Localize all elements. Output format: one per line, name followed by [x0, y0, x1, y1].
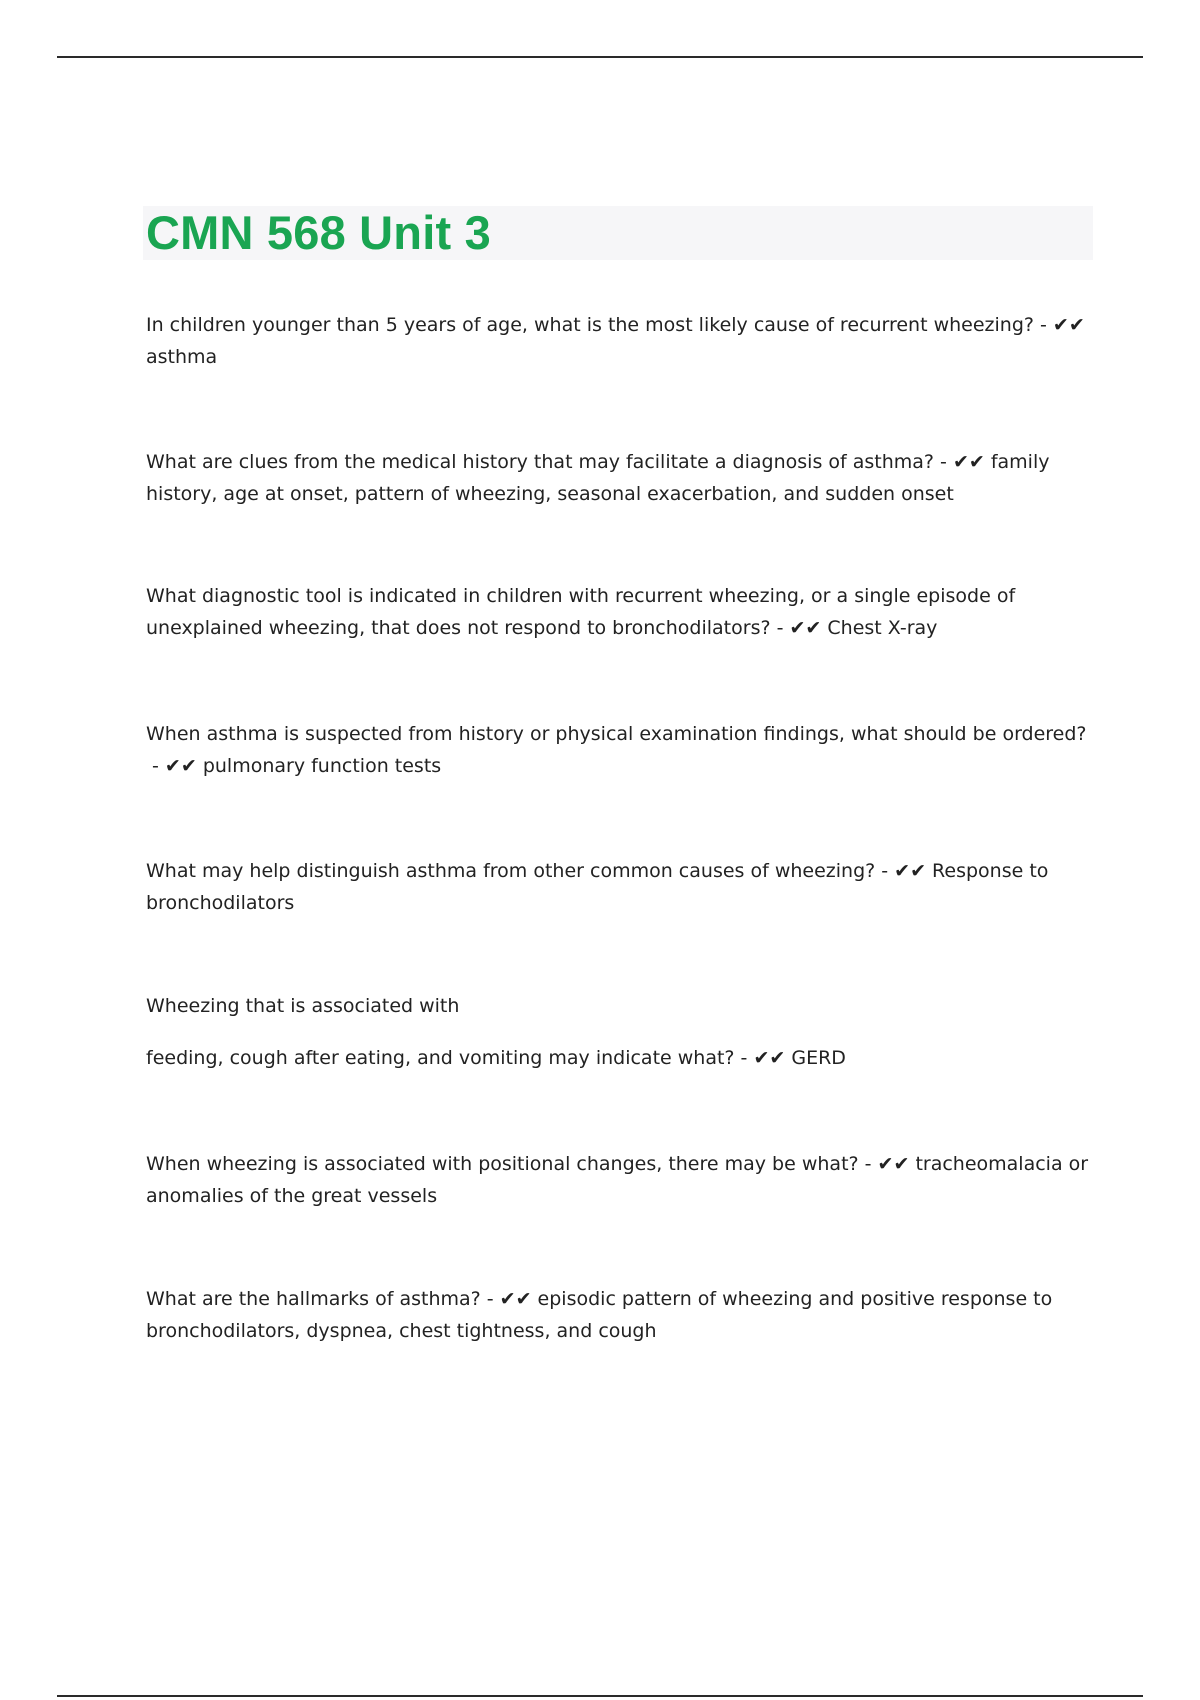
- qa-item-3: [146, 580, 1096, 644]
- answer-text: asthma: [146, 346, 218, 368]
- qa-item-4: [146, 718, 1096, 782]
- document-title: CMN 568 Unit 3: [146, 206, 491, 259]
- question-text: What diagnostic tool is indicated in children with recurrent wheezing, or a single episode of unexplained wheezing, that does not respond to bronchodilators?: [146, 585, 1016, 639]
- question-text: When asthma is suspected from history or physical examination findings, what should be ordered?: [146, 723, 1087, 745]
- answer-marker: - ✔✔: [734, 1047, 786, 1069]
- question-text: When wheezing is associated with positional changes, there may be what?: [146, 1153, 859, 1175]
- answer-marker: - ✔✔: [770, 617, 822, 639]
- question-text: What are clues from the medical history that may facilitate a diagnosis of asthma?: [146, 451, 935, 473]
- question-line-2-wrap: [146, 1042, 1096, 1074]
- answer-marker: - ✔✔: [480, 1288, 532, 1310]
- question-text: What are the hallmarks of asthma?: [146, 1288, 481, 1310]
- header-rule: [57, 56, 1143, 58]
- answer-marker: - ✔✔: [934, 451, 985, 473]
- answer-marker: - ✔✔: [1034, 314, 1085, 336]
- answer-text: Response to bronchodilators: [146, 860, 1049, 914]
- answer-marker: - ✔✔: [875, 860, 926, 882]
- answer-text: GERD: [791, 1047, 846, 1069]
- qa-item-5: [146, 855, 1096, 919]
- question-text: What may help distinguish asthma from other common causes of wheezing?: [146, 860, 876, 882]
- question-text-line-1: Wheezing that is associated with: [146, 995, 460, 1017]
- answer-text: episodic pattern of wheezing and positive response to bronchodilators, dyspnea, chest tightness, and cough: [146, 1288, 1053, 1342]
- footer-rule: [57, 1695, 1143, 1697]
- qa-item-2: [146, 446, 1096, 510]
- qa-item-1: [146, 309, 1096, 373]
- qa-item-8: [146, 1283, 1096, 1347]
- answer-text: tracheomalacia or anomalies of the great vessels: [146, 1153, 1089, 1207]
- answer-text: pulmonary function tests: [202, 755, 442, 777]
- qa-item-6: [146, 990, 1096, 1074]
- answer-text: family history, age at onset, pattern of wheezing, seasonal exacerbation, and sudden onset: [146, 451, 1050, 505]
- qa-item-7: [146, 1148, 1096, 1212]
- answer-text: Chest X-ray: [827, 617, 938, 639]
- question-text: In children younger than 5 years of age, what is the most likely cause of recurrent wheezing?: [146, 314, 1034, 336]
- answer-marker: - ✔✔: [146, 755, 197, 777]
- question-text-line-2: feeding, cough after eating, and vomiting may indicate what?: [146, 1047, 735, 1069]
- answer-marker: - ✔✔: [858, 1153, 910, 1175]
